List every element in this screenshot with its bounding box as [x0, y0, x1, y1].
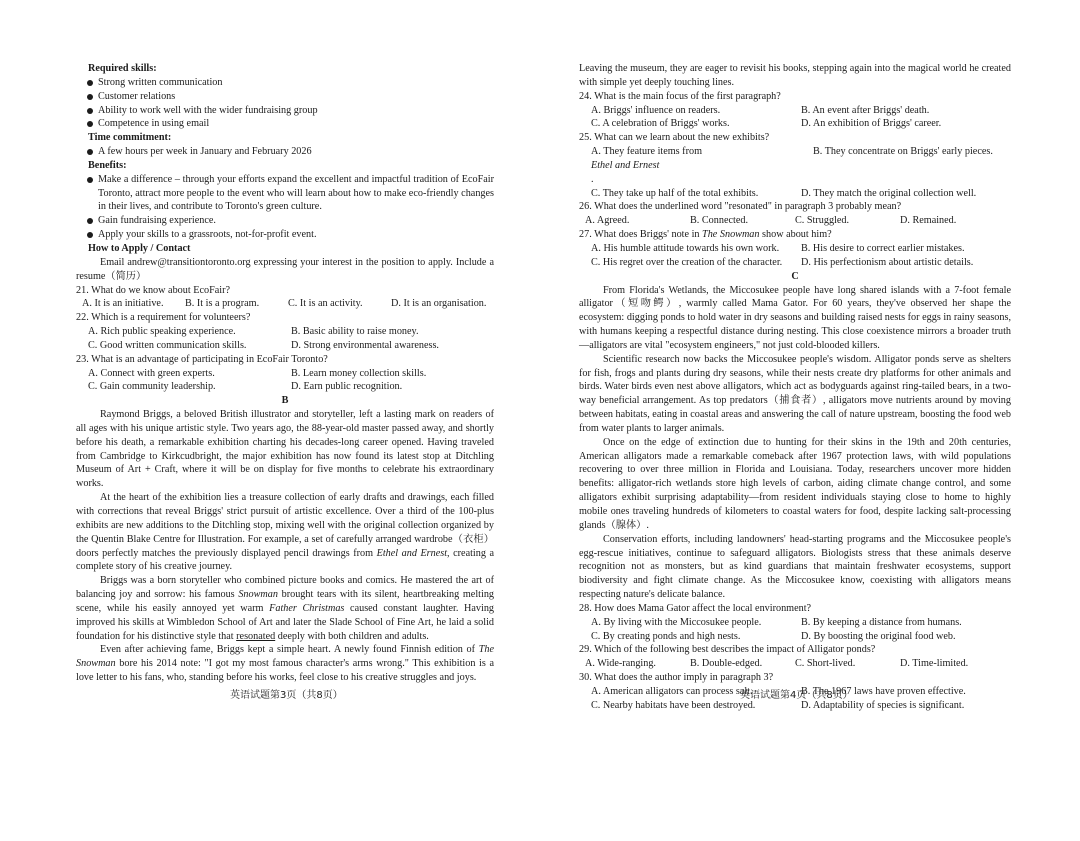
option: B. It is a program.	[185, 298, 260, 310]
question-26-options	[579, 214, 1011, 228]
option: B. By keeping a distance from humans.	[801, 616, 962, 628]
bullet-icon	[87, 108, 93, 114]
question-28-options	[579, 630, 1011, 644]
option: B. Basic ability to raise money.	[291, 326, 419, 338]
question-23-options	[76, 367, 494, 381]
page-left	[76, 62, 494, 685]
bullet-icon	[87, 149, 93, 155]
time-commitment-heading: Time commitment:	[88, 132, 172, 144]
apply-heading: How to Apply / Contact	[88, 242, 191, 254]
option: C. His regret over the creation of the character.	[591, 256, 783, 268]
option: C. Nearby habitats have been destroyed.	[591, 699, 756, 711]
question-29: 29. Which of the following best describes the impact of Alligator ponds?	[579, 644, 876, 656]
passage-b-paragraph-2: At the heart of the exhibition lies a treasure collection of early drafts and drawings, each filled with corrections that reveal Briggs' strict pursuit of artistic excellence. Over a third of the 100-plus exhibits are new additions to the Ditchling stop, mixing well with the original collection organized by the Quentin Blake Centre for Illustration. For example, a set of carefully arranged wardrobe（衣柜）doors perfectly matches the previously displayed pencil drawings from Ethel and Ernest, creating a complete story of his creative journey.	[76, 492, 494, 573]
apply-text: Email andrew@transitiontoronto.org expressing your interest in the position to apply. Include a resume（简历）	[76, 256, 494, 282]
option: A. It is an initiative.	[82, 298, 164, 310]
question-28: 28. How does Mama Gator affect the local environment?	[579, 602, 812, 614]
time-item: A few hours per week in January and February 2026	[76, 145, 494, 159]
option: C. By creating ponds and high nests.	[591, 630, 741, 642]
question-21-options	[76, 297, 494, 311]
underlined-word: resonated	[236, 630, 276, 642]
question-27: 27. What does Briggs' note in The Snowman show about him?	[579, 229, 832, 241]
bullet-icon	[87, 218, 93, 224]
option: C. Good written communication skills.	[88, 339, 247, 351]
option: D. Strong environmental awareness.	[291, 339, 439, 351]
option: C. Gain community leadership.	[88, 381, 216, 393]
passage-b-paragraph-1: Raymond Briggs, a beloved British illustrator and storyteller, left a lasting mark on readers of all ages with his unique artistic style. Two years ago, the 88-year-old master passed away, and shortly before his death, a remarkable exhibition charting his decades-long career opened. Having traveled from Cambridge to Kirkcudbright, the major exhibition has now found its latest stop at Ditchling Museum of Art + Craft, where it will be on display for five months to celebrate his extraordinary works.	[76, 409, 494, 490]
question-22-options	[76, 325, 494, 339]
option: C. They take up half of the total exhibits.	[591, 187, 759, 199]
benefits-heading: Benefits:	[88, 159, 127, 171]
option: A. Connect with green experts.	[88, 367, 215, 379]
skill-item: Competence in using email	[76, 117, 494, 131]
option: A. American alligators can process salt.	[591, 685, 753, 697]
option: D. It is an organisation.	[391, 298, 487, 310]
bullet-icon	[87, 80, 93, 86]
option: B. They concentrate on Briggs' early pieces.	[813, 146, 993, 158]
option: D. They match the original collection well.	[801, 187, 977, 199]
question-27-options	[579, 242, 1011, 256]
page-footer-left: 英语试题第3页（共8页）	[230, 690, 343, 701]
question-28-options	[579, 616, 1011, 630]
question-23-options	[76, 380, 494, 394]
option: B. Double-edged.	[690, 658, 763, 670]
option: A. Agreed.	[585, 215, 630, 227]
option: D. His perfectionism about artistic details.	[801, 256, 974, 268]
option: A. They feature items fromEthel and Ernest.	[591, 146, 702, 185]
option: D. Adaptability of species is significant.	[801, 699, 965, 711]
question-25-options	[579, 187, 1011, 201]
question-27-options	[579, 256, 1011, 270]
option: B. Connected.	[690, 215, 749, 227]
question-22-options	[76, 339, 494, 353]
question-22: 22. Which is a requirement for volunteers?	[76, 312, 251, 324]
option: A. Briggs' influence on readers.	[591, 104, 721, 116]
option: B. An event after Briggs' death.	[801, 104, 930, 116]
option: C. It is an activity.	[288, 298, 363, 310]
page-right	[579, 62, 1011, 713]
option: C. A celebration of Briggs' works.	[591, 118, 730, 130]
option: B. The 1967 laws have proven effective.	[801, 685, 966, 697]
bullet-icon	[87, 177, 93, 183]
option: C. Struggled.	[795, 215, 850, 227]
passage-c-paragraph-1: From Florida's Wetlands, the Miccosukee people have long shared islands with a 7-foot female alligator（短吻鳄）, warmly called Mama Gator. For 60 years, they've observed her shape the ecosystem: digging ponds to hold water in dry seasons and building raised nests for eggs in rainy seasons, with humans keeping a respectful distance during nesting. This close coexistence mirrors a broader truth—alligators are vital "ecosystem engineers," not just cold-blooded killers.	[579, 284, 1011, 351]
question-29-options	[579, 657, 1011, 671]
page-footer-right: 英语试题第4页（共8页）	[740, 690, 853, 701]
option: B. Learn money collection skills.	[291, 367, 427, 379]
question-23: 23. What is an advantage of participating in EcoFair Toronto?	[76, 353, 328, 365]
option: D. Earn public recognition.	[291, 381, 403, 393]
bullet-icon	[87, 121, 93, 127]
question-21: 21. What do we know about EcoFair?	[76, 284, 231, 296]
passage-b-paragraph-4: Even after achieving fame, Briggs kept a simple heart. A newly found Finnish edition of The Snowman bore his 2014 note: "I got my most famous character's arms wrong." This exhibition is a love letter to his fans, who, standing before his works, feel close to his creative struggles and joys.	[76, 644, 494, 684]
option: B. His desire to correct earlier mistakes.	[801, 242, 965, 254]
benefit-item: Gain fundraising experience.	[76, 214, 494, 228]
option: A. Rich public speaking experience.	[88, 326, 236, 338]
question-24-options	[579, 117, 1011, 131]
skill-item: Strong written communication	[76, 76, 494, 90]
option: D. An exhibition of Briggs' career.	[801, 118, 942, 130]
question-24-options	[579, 104, 1011, 118]
option: C. Short-lived.	[795, 658, 856, 670]
section-b-heading: B	[281, 395, 289, 407]
question-26: 26. What does the underlined word "resonated" in paragraph 3 probably mean?	[579, 201, 902, 213]
option: A. His humble attitude towards his own work.	[591, 242, 780, 254]
option: D. By boosting the original food web.	[801, 630, 956, 642]
question-25: 25. What can we learn about the new exhibits?	[579, 132, 770, 144]
passage-b-paragraph-3: Briggs was a born storyteller who combined picture books and comics. He mastered the art of balancing joy and sorrow: his famous Snowman brought tears with its silent, heartbreaking melting scene, while his easily annoyed yet warm Father Christmas caused constant laughter. Having improved his skills at Wimbledon School of Art and later the Slade School of Fine Art, he laid a solid foundation for his distinctive style that resonated deeply with both children and adults.	[76, 575, 495, 642]
option: D. Time-limited.	[900, 658, 969, 670]
skill-item: Ability to work well with the wider fundraising group	[76, 104, 494, 118]
section-c-heading: C	[791, 270, 799, 282]
required-skills-heading: Required skills:	[88, 63, 157, 74]
question-25-options	[579, 145, 1011, 187]
question-30: 30. What does the author imply in paragraph 3?	[579, 672, 774, 684]
passage-c-paragraph-3: Once on the edge of extinction due to hunting for their skins in the 19th and 20th centuries, American alligators made a remarkable comeback after 1967 protection laws, with wild populations recovering to over three million in Florida and Louisiana. Today, researchers uncover more hidden benefits: alligator-rich wetlands store high levels of carbon, aiding climate change control, and some alligators exhibit surprising adaptability—from resident individuals staying close to home to highly mobile ones traveling hundreds of kilometers to coastal waters for food, despite lacking salt-processing glands（腺体）.	[579, 436, 1011, 531]
option: D. Remained.	[900, 215, 957, 227]
passage-b-continuation: Leaving the museum, they are eager to revisit his books, stepping again into the magical world he created with simple yet deeply touching lines.	[579, 63, 1011, 88]
passage-c-paragraph-4: Conservation efforts, including landowners' head-starting programs and the Miccosukee people's egg-rescue initiatives, continue to safeguard alligators. Biologists stress that these animals deserve recognition not as monsters, but as kind guardians that maintain freshwater ecosystems, support biodiversity and fight climate change. As the Miccosukee know, coexisting with alligators means respecting nature's delicate balance.	[579, 533, 1011, 601]
question-24: 24. What is the main focus of the first paragraph?	[579, 90, 781, 102]
passage-c-paragraph-2: Scientific research now backs the Miccosukee people's wisdom. Alligator ponds serve as shelters for fish, frogs and plants during dry seasons, while their nests create dry platforms for other animals and birds. Water birds even nest above alligators, which act as bodyguards against ring-tailed bears, in a two-way beneficial arrangement. As top predators（捕食者）, alligators move nutrients around by moving between habitats, eating in coastal areas and answering the call of nature upstream, boosting the food web from water plants to larger animals.	[579, 353, 1011, 434]
option: A. By living with the Miccosukee people.	[591, 616, 762, 628]
bullet-icon	[87, 94, 93, 100]
bullet-icon	[87, 232, 93, 238]
benefit-item: Apply your skills to a grassroots, not-for-profit event.	[76, 228, 494, 242]
skill-item: Customer relations	[76, 90, 494, 104]
option: A. Wide-ranging.	[585, 658, 656, 670]
benefit-item: Make a difference – through your efforts expand the excellent and impactful tradition of EcoFair Toronto, attract more people to the event who will learn about how to make eco-friendly changes in their lives, and contribute to Toronto's green culture.	[76, 173, 494, 215]
